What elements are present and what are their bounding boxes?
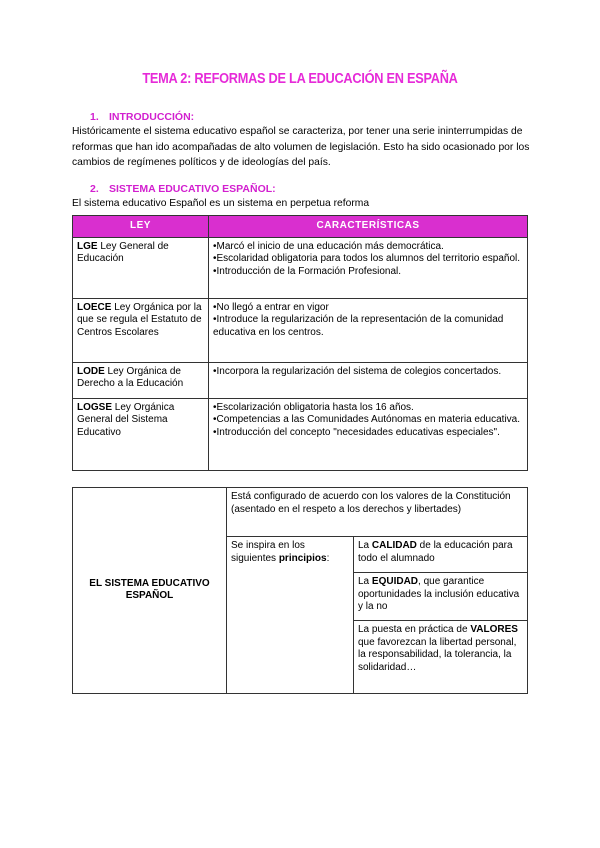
- feature-item: •Marcó el inicio de una educación más democrática.: [213, 240, 444, 252]
- principle-text: La puesta en práctica de: [358, 624, 471, 635]
- principle-text: que favorezcan la libertad personal, la responsabilidad, la tolerancia, la solidaridad…: [358, 636, 517, 673]
- features-cell: [209, 237, 528, 298]
- feature-item: •Introduce la regularización de la representación de la comunidad educativa en los centros.: [213, 314, 504, 338]
- system-label: EL SISTEMA EDUCATIVO ESPAÑOL: [73, 488, 227, 694]
- system-table: [72, 487, 528, 694]
- law-cell: [73, 398, 209, 470]
- law-cell: [73, 362, 209, 398]
- table-row: [73, 488, 528, 537]
- law-acronym: LOECE: [77, 301, 112, 313]
- principle-text: , que garantice oportunidades la inclusión educativa y la no: [358, 576, 520, 612]
- section-title: SISTEMA EDUCATIVO ESPAÑOL:: [109, 183, 276, 195]
- sistema-intro: El sistema educativo Español es un sistema en perpetua reforma: [72, 198, 370, 209]
- table-row-lge: [73, 237, 528, 298]
- feature-item: •Escolarización obligatoria hasta los 16 años.: [213, 401, 414, 413]
- constitution-cell: Está configurado de acuerdo con los valores de la Constitución (asentado en el respeto a los derechos y libertades): [227, 488, 528, 537]
- principle-text: La: [358, 540, 372, 551]
- law-cell: [73, 298, 209, 362]
- law-name: Ley Orgánica por la que se regula el Estatuto de Centros Escolares: [77, 301, 202, 338]
- section-heading-introduccion: [90, 111, 194, 123]
- law-acronym: LGE: [77, 240, 98, 252]
- column-header-caracteristicas: CARACTERÍSTICAS: [209, 216, 528, 238]
- principles-cell: [227, 537, 354, 694]
- laws-table: [72, 215, 528, 471]
- feature-item: •Introducción del concepto "necesidades educativas especiales".: [213, 426, 500, 438]
- principle-keyword: EQUIDAD: [371, 576, 419, 587]
- section-number: 1.: [90, 111, 99, 123]
- feature-item: •Escolaridad obligatoria para todos los alumnos del territorio español.: [213, 253, 521, 264]
- column-header-ley: LEY: [73, 216, 209, 238]
- feature-item: •No llegó a entrar en vigor: [213, 301, 329, 313]
- principle-equidad: [354, 573, 528, 621]
- law-cell: [73, 237, 209, 298]
- principle-text: La: [358, 576, 372, 587]
- page-title: TEMA 2: REFORMAS DE LA EDUCACIÓN EN ESPAÑA: [142, 71, 458, 87]
- intro-paragraph: Históricamente el sistema educativo español se caracteriza, por tener una serie ininterrumpidas de reformas que han ido acompañadas de alto volumen de legislación. Esto ha sido ocasionado por los cambios de regímenes políticos y de ideologías del país.: [72, 126, 530, 168]
- principle-keyword: CALIDAD: [371, 540, 417, 551]
- feature-item: •Introducción de la Formación Profesional.: [213, 265, 402, 277]
- features-cell: [209, 298, 528, 362]
- principle-valores: [354, 621, 528, 694]
- law-name: Ley General de Educación: [77, 240, 169, 264]
- principle-text: de la educación para todo el alumnado: [358, 540, 513, 564]
- table-row-lode: [73, 362, 528, 398]
- table-header-row: [73, 216, 528, 238]
- principles-text: Se inspira en los siguientes: [231, 540, 305, 564]
- principle-calidad: [354, 537, 528, 573]
- principles-bold: principios: [278, 552, 327, 564]
- section-number: 2.: [90, 183, 99, 195]
- feature-item: •Incorpora la regularización del sistema de colegios concertados.: [213, 365, 502, 377]
- feature-item: •Competencias a las Comunidades Autónomas en materia educativa.: [213, 414, 521, 425]
- principles-colon: :: [326, 552, 330, 564]
- section-heading-sistema: [90, 183, 276, 195]
- table-row-loece: [73, 298, 528, 362]
- law-acronym: LOGSE: [77, 401, 113, 413]
- law-acronym: LODE: [77, 365, 105, 377]
- table-row-logse: [73, 398, 528, 470]
- law-name: Ley Orgánica de Derecho a la Educación: [77, 365, 184, 389]
- principle-keyword: VALORES: [470, 624, 518, 635]
- section-title: INTRODUCCIÓN:: [109, 111, 195, 123]
- features-cell: [209, 398, 528, 470]
- features-cell: [209, 362, 528, 398]
- law-name: Ley Orgánica General del Sistema Educativo: [77, 401, 175, 438]
